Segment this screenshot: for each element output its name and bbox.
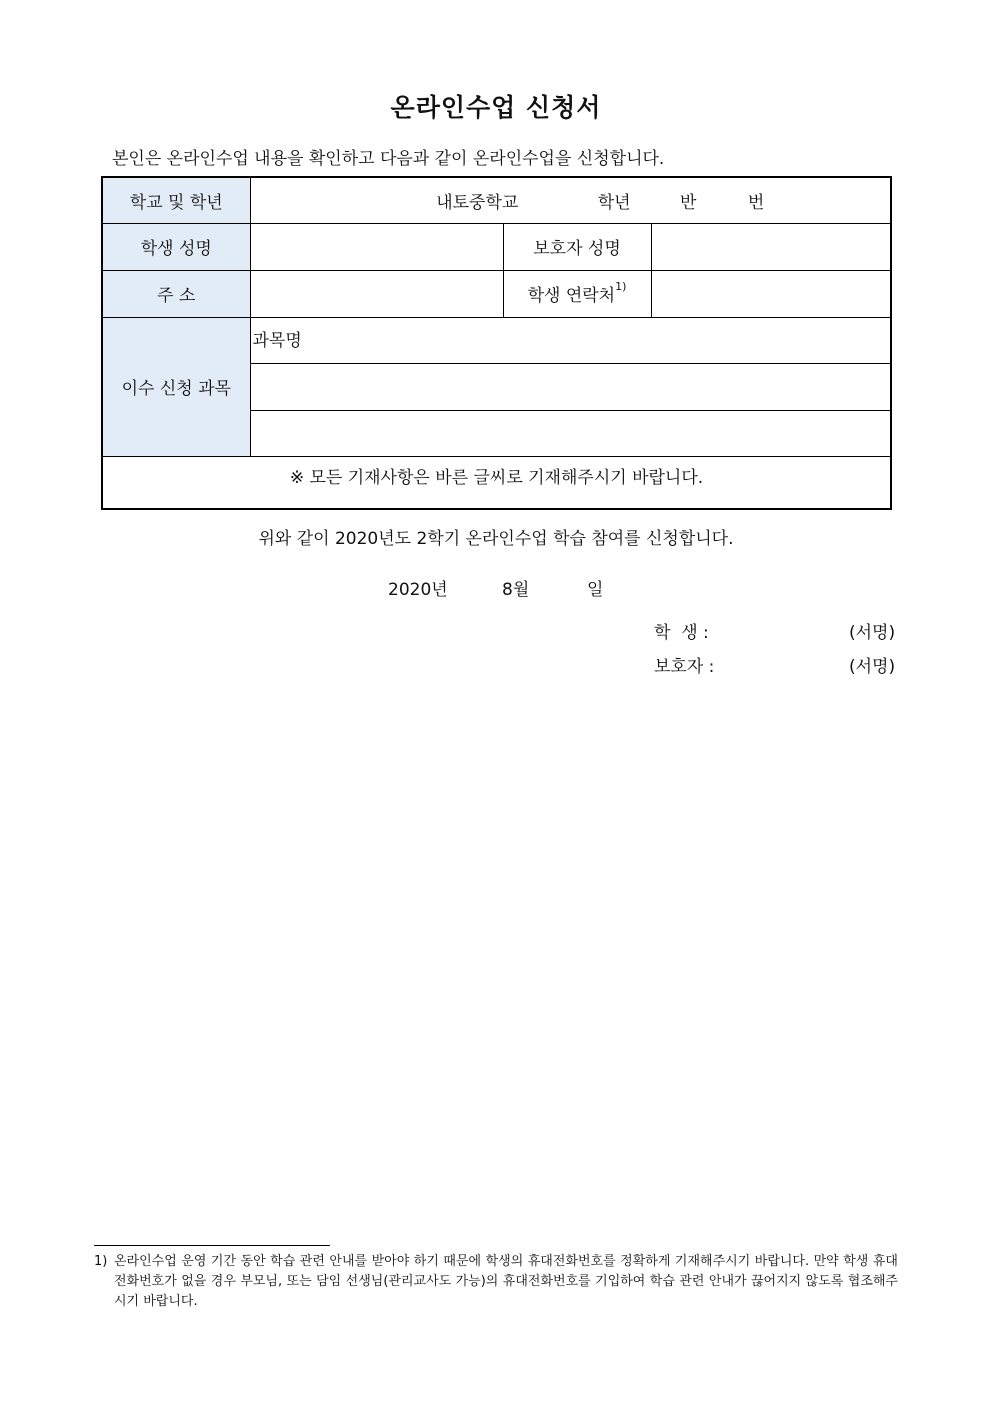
subject-field-3[interactable]: [250, 410, 891, 456]
guardian-sign-mark[interactable]: (서명): [849, 657, 896, 677]
footnote-divider: [94, 1245, 330, 1246]
student-sign-mark[interactable]: (서명): [849, 623, 896, 643]
student-contact-label: 학생 연락처: [527, 286, 616, 306]
school-name: 내토중학교: [436, 192, 519, 213]
intro-text: 본인은 온라인수업 내용을 확인하고 다음과 같이 온라인수업을 신청합니다.: [112, 149, 665, 169]
footnote-number: 1): [94, 1254, 108, 1269]
guardian-name-label: 보호자 성명: [503, 223, 651, 270]
confirm-line: 위와 같이 2020년도 2학기 온라인수업 학습 참여를 신청합니다.: [258, 529, 734, 549]
school-info-field[interactable]: [250, 177, 891, 223]
subject-label: 이수 신청 과목: [102, 317, 250, 456]
student-contact-label-cell: [503, 270, 651, 317]
row-subject-1: [102, 317, 891, 363]
student-contact-field[interactable]: [651, 270, 891, 317]
footnote: [94, 1252, 898, 1312]
subject-header-field[interactable]: [250, 317, 891, 363]
page-title: 온라인수업 신청서: [390, 93, 602, 122]
notice-text: ※ 모든 기재사항은 바른 글씨로 기재해주시기 바랍니다.: [102, 456, 891, 509]
date-month: 8월: [502, 580, 530, 600]
address-field[interactable]: [250, 270, 503, 317]
student-name-field[interactable]: [250, 223, 503, 270]
school-label: 학교 및 학년: [102, 177, 250, 223]
date-year: 2020년: [388, 580, 448, 600]
application-form-table: [101, 176, 892, 510]
student-sign-label: 학 생 :: [654, 623, 709, 643]
guardian-name-field[interactable]: [651, 223, 891, 270]
row-notice: [102, 456, 891, 509]
guardian-sign-label: 보호자 :: [654, 657, 715, 677]
address-label: 주 소: [102, 270, 250, 317]
footnote-ref: 1): [615, 280, 627, 293]
student-name-label: 학생 성명: [102, 223, 250, 270]
footnote-text: 온라인수업 운영 기간 동안 학습 관련 안내를 받아야 하기 때문에 학생의 휴대전화번호를 정확하게 기재해주시기 바랍니다. 만약 학생 휴대전화번호가 없을 경우 부모님, 또는 담임 선생님(관리교사도 가능)의 휴대전화번호를 기입하여 학습 관련 안내가 끊어지지 않도록 협조해주시기 바랍니다.: [114, 1254, 898, 1309]
row-address: [102, 270, 891, 317]
row-school: [102, 177, 891, 223]
subject-header: 과목명: [252, 330, 302, 351]
row-names: [102, 223, 891, 270]
date-day: 일: [587, 580, 604, 600]
subject-field-2[interactable]: [250, 363, 891, 410]
class-word: 반: [680, 192, 697, 213]
number-word: 번: [747, 192, 765, 213]
grade-word: 학년: [597, 192, 631, 213]
